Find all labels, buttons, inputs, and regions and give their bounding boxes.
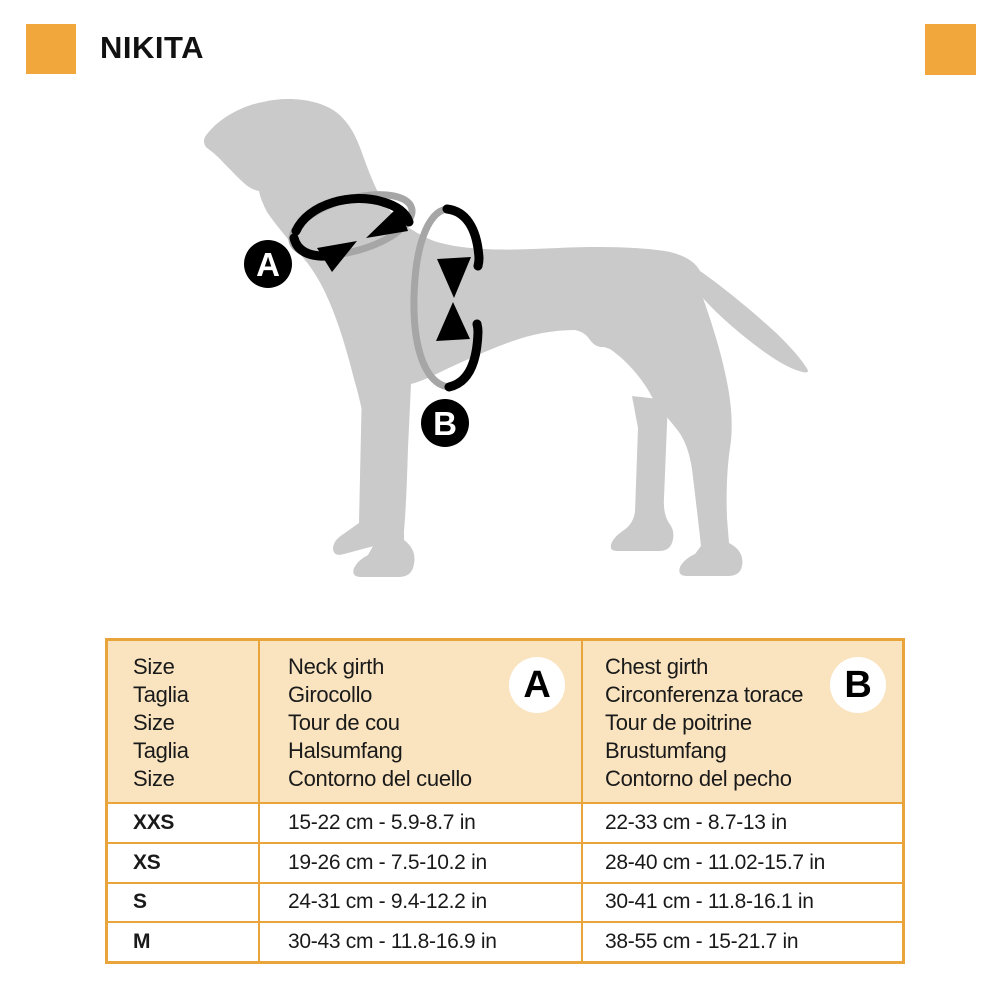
- header-line: Contorno del pecho: [605, 766, 792, 791]
- size-label: S: [108, 882, 260, 922]
- header-line: Tour de poitrine: [605, 710, 752, 735]
- header-line: Chest girth: [605, 654, 709, 679]
- header-line: Neck girth: [288, 654, 385, 679]
- chest-measure: 28-40 cm - 11.02-15.7 in: [583, 842, 902, 882]
- neck-measure: 24-31 cm - 9.4-12.2 in: [260, 882, 583, 922]
- chest-measure: 38-55 cm - 15-21.7 in: [583, 921, 902, 961]
- header-line: Contorno del cuello: [288, 766, 472, 791]
- size-label: XS: [108, 842, 260, 882]
- page-title: NIKITA: [100, 30, 205, 65]
- header-line: Circonferenza torace: [605, 682, 804, 707]
- dog-far-hind-leg: [611, 396, 674, 551]
- header-line: Girocollo: [288, 682, 373, 707]
- size-label: XXS: [108, 802, 260, 842]
- marker-b-badge: [421, 399, 469, 447]
- size-table-header-chest: [583, 641, 902, 802]
- header-line: Tour de cou: [288, 710, 400, 735]
- chest-measure: 30-41 cm - 11.8-16.1 in: [583, 882, 902, 922]
- neck-measure: 30-43 cm - 11.8-16.9 in: [260, 921, 583, 961]
- header-line: Size: [133, 766, 175, 791]
- neck-measure: 19-26 cm - 7.5-10.2 in: [260, 842, 583, 882]
- size-table-header-neck: [260, 641, 583, 802]
- size-table: [105, 638, 905, 964]
- neck-measure: 15-22 cm - 5.9-8.7 in: [260, 802, 583, 842]
- header-line: Size: [133, 654, 175, 679]
- header-line: Taglia: [133, 682, 189, 707]
- dog-silhouette: [204, 99, 808, 577]
- size-label: M: [108, 921, 260, 961]
- marker-a-badge: [244, 240, 292, 288]
- header-badge-b: B: [830, 657, 886, 713]
- header-line: Halsumfang: [288, 738, 403, 763]
- chest-measure: 22-33 cm - 8.7-13 in: [583, 802, 902, 842]
- header-line: Brustumfang: [605, 738, 727, 763]
- header-line: Taglia: [133, 738, 189, 763]
- marker-a-label: A: [256, 246, 280, 283]
- size-table-header-size: [108, 641, 260, 802]
- header-badge-a: A: [509, 657, 565, 713]
- marker-b-label: B: [433, 405, 457, 442]
- header-line: Size: [133, 710, 175, 735]
